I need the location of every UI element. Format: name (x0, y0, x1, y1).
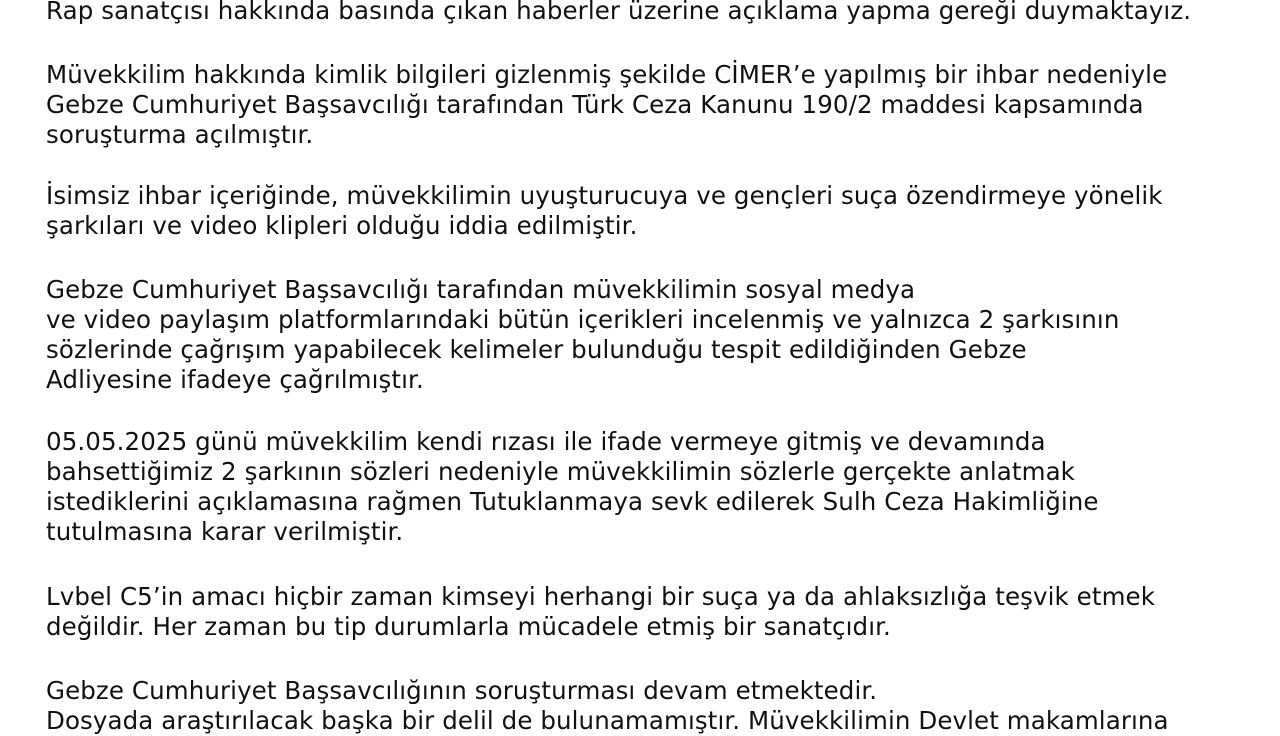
text-line: istediklerini açıklamasına rağmen Tutuklanmaya sevk edilerek Sulh Ceza Hakimliğine (46, 487, 1099, 516)
text-line: Adliyesine ifadeye çağrılmıştır. (46, 365, 424, 394)
text-line: değildir. Her zaman bu tip durumlarla mücadele etmiş bir sanatçıdır. (46, 612, 891, 641)
text-line: Dosyada araştırılacak başka bir delil de bulunamamıştır. Müvekkilimin Devlet makamlarına (46, 706, 1169, 735)
text-line: ve video paylaşım platformlarındaki bütün içerikleri incelenmiş ve yalnızca 2 şarkısının (46, 305, 1120, 334)
paragraph-artist-intent (46, 582, 1155, 642)
text-line: sözlerinde çağrışım yapabilecek kelimeler bulunduğu tespit edildiğinden Gebze (46, 335, 1027, 364)
text-line: Müvekkilim hakkında kimlik bilgileri gizlenmiş şekilde CİMER’e yapılmış bir ihbar nedeniyle (46, 60, 1168, 89)
text-line: tutulmasına karar verilmiştir. (46, 517, 404, 546)
text-line: Gebze Cumhuriyet Başsavcılığı tarafından Türk Ceza Kanunu 190/2 maddesi kapsamında (46, 90, 1144, 119)
text-line: Lvbel C5’in amacı hiçbir zaman kimseyi herhangi bir suça ya da ahlaksızlığa teşvik etmek (46, 582, 1155, 611)
text-line: Gebze Cumhuriyet Başsavcılığı tarafından müvekkilimin sosyal medya (46, 275, 916, 304)
text-line: Gebze Cumhuriyet Başsavcılığının soruşturması devam etmektedir. (46, 676, 878, 705)
text-line: İsimsiz ihbar içeriğinde, müvekkilimin uyuşturucuya ve gençleri suça özendirmeye yönelik (46, 181, 1163, 210)
paragraph-anonymous-report (46, 181, 1163, 241)
paragraph-testimony (46, 427, 1099, 547)
paragraph-investigation (46, 60, 1167, 150)
text-line: şarkıları ve video klipleri olduğu iddia edilmiştir. (46, 211, 638, 240)
text-line: bahsettiğimiz 2 şarkının sözleri nedeniyle müvekkilimin sözlerle gerçekte anlatmak (46, 457, 1075, 486)
text-line: soruşturma açılmıştır. (46, 120, 314, 149)
text-line: 05.05.2025 günü müvekkilim kendi rızası ile ifade vermeye gitmiş ve devamında (46, 427, 1046, 456)
paragraph-review (46, 275, 1119, 395)
paragraph-intro (46, 0, 1191, 26)
paragraph-ongoing (46, 676, 1169, 736)
text-line: Rap sanatçısı hakkında basında çıkan haberler üzerine açıklama yapma gereği duymaktayız. (46, 0, 1192, 25)
